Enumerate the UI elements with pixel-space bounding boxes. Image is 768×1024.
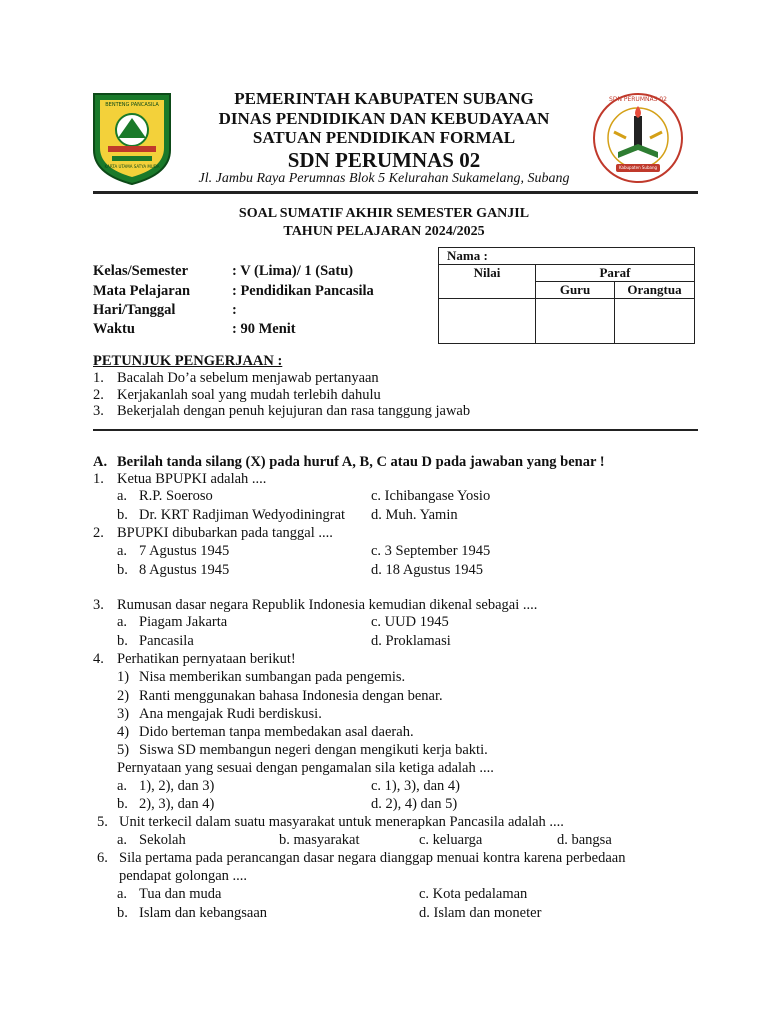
header-line2: DINAS PENDIDIKAN DAN KEBUDAYAAN	[218, 109, 550, 128]
orangtua-signature-cell[interactable]	[615, 299, 695, 344]
school-logo-text-bottom: Kabupaten Subang	[618, 165, 658, 170]
instruction-num: 3.	[93, 403, 104, 419]
option-c[interactable]: c. keluarga	[419, 832, 483, 848]
header-line3: SATUAN PENDIDIKAN FORMAL	[252, 128, 516, 147]
name-label: Nama :	[447, 248, 488, 263]
question-text-continued: pendapat golongan ....	[119, 868, 248, 884]
kelas-label: Kelas/Semester	[93, 263, 189, 279]
orangtua-header: Orangtua	[615, 282, 695, 299]
option-a[interactable]: 1), 2), dan 3)	[139, 778, 215, 794]
statement-number: 1)	[117, 669, 130, 685]
question-text: Sila pertama pada perancangan dasar negara dianggap menuai kontra karena perbedaan	[119, 850, 626, 866]
option-b[interactable]: Dr. KRT Radjiman Wedyodiningrat	[139, 507, 346, 523]
statement-text: Ana mengajak Rudi berdiskusi.	[139, 706, 322, 722]
exam-year: TAHUN PELAJARAN 2024/2025	[283, 224, 485, 239]
waktu-value: : 90 Menit	[232, 321, 296, 337]
name-field[interactable]	[439, 248, 695, 265]
option-b[interactable]: Pancasila	[139, 633, 194, 649]
question-text: Ketua BPUPKI adalah ....	[117, 471, 267, 487]
question-number: 6.	[97, 850, 108, 866]
option-label: a.	[117, 832, 128, 848]
question-text: Perhatikan pernyataan berikut!	[117, 651, 296, 667]
option-c[interactable]: c. Ichibangase Yosio	[371, 488, 491, 504]
option-b[interactable]: b. masyarakat	[279, 832, 360, 848]
school-address: Jl. Jambu Raya Perumnas Blok 5 Kelurahan Sukamelang, Subang	[198, 171, 570, 186]
statement-text: Ranti menggunakan bahasa Indonesia dengan benar.	[139, 688, 443, 704]
header-line1: PEMERINTAH KABUPATEN SUBANG	[234, 89, 534, 108]
paraf-header: Paraf	[536, 265, 695, 282]
statement-text: Nisa memberikan sumbangan pada pengemis.	[139, 669, 406, 685]
question-text: Rumusan dasar negara Republik Indonesia kemudian dikenal sebagai ....	[117, 597, 538, 613]
statement-number: 3)	[117, 706, 130, 722]
question-number: 5.	[97, 814, 108, 830]
option-label: a.	[117, 778, 128, 794]
score-box	[438, 247, 695, 344]
statement-text: Siswa SD membangun negeri dengan mengikuti kerja bakti.	[139, 742, 488, 758]
option-label: b.	[117, 507, 128, 523]
instruction-text: Bacalah Do’a sebelum menjawab pertanyaan	[117, 370, 379, 386]
option-b[interactable]: Islam dan kebangsaan	[139, 905, 268, 921]
question-number: 3.	[93, 597, 104, 613]
option-c[interactable]: c. Kota pedalaman	[419, 886, 528, 902]
option-b[interactable]: 2), 3), dan 4)	[139, 796, 215, 812]
waktu-label: Waktu	[93, 321, 135, 337]
option-a[interactable]: Piagam Jakarta	[139, 614, 228, 630]
guru-signature-cell[interactable]	[536, 299, 615, 344]
option-a[interactable]: 7 Agustus 1945	[139, 543, 230, 559]
instruction-text: Kerjakanlah soal yang mudah terlebih dahulu	[117, 387, 381, 403]
option-label: a.	[117, 614, 128, 630]
question-number: 2.	[93, 525, 104, 541]
section-a-label: A.	[93, 454, 108, 470]
option-label: b.	[117, 633, 128, 649]
section-a-title: Berilah tanda silang (X) pada huruf A, B, C atau D pada jawaban yang benar !	[117, 454, 605, 470]
option-c[interactable]: c. 3 September 1945	[371, 543, 491, 559]
kelas-value: : V (Lima)/ 1 (Satu)	[232, 263, 354, 279]
instruction-text: Bekerjalah dengan penuh kejujuran dan rasa tanggung jawab	[117, 403, 471, 419]
option-d[interactable]: d. Proklamasi	[371, 633, 451, 649]
exam-title: SOAL SUMATIF AKHIR SEMESTER GANJIL	[238, 206, 530, 221]
instructions-divider	[93, 429, 698, 431]
option-label: b.	[117, 796, 128, 812]
option-a[interactable]: R.P. Soeroso	[139, 488, 213, 504]
instruction-num: 2.	[93, 387, 104, 403]
option-label: a.	[117, 543, 128, 559]
hari-value: :	[232, 302, 237, 318]
question-text: Unit terkecil dalam suatu masyarakat untuk menerapkan Pancasila adalah ....	[119, 814, 564, 830]
regency-logo-text-top: BENTENG PANCASILA	[105, 102, 159, 108]
guru-header: Guru	[536, 282, 615, 299]
question-number: 1.	[93, 471, 104, 487]
nilai-cell[interactable]	[439, 299, 536, 344]
option-d[interactable]: d. 2), 4) dan 5)	[371, 796, 458, 812]
nilai-header: Nilai	[439, 265, 536, 299]
instruction-num: 1.	[93, 370, 104, 386]
option-a[interactable]: Tua dan muda	[139, 886, 222, 902]
statement-number: 2)	[117, 688, 130, 704]
option-label: b.	[117, 562, 128, 578]
statement-text: Dido berteman tanpa membedakan asal daerah.	[139, 724, 414, 740]
option-label: b.	[117, 905, 128, 921]
option-d[interactable]: d. 18 Agustus 1945	[371, 562, 483, 578]
mapel-value: : Pendidikan Pancasila	[232, 283, 374, 299]
school-logo-text-top: SDN PERUMNAS 02	[609, 96, 667, 103]
question-text: BPUPKI dibubarkan pada tanggal ....	[117, 525, 333, 541]
letterhead-divider	[93, 191, 698, 194]
option-label: a.	[117, 886, 128, 902]
regency-logo-text-bottom: KARTA UTAMA SATYA MUDA	[104, 164, 160, 169]
option-c[interactable]: c. 1), 3), dan 4)	[371, 778, 460, 794]
option-b[interactable]: 8 Agustus 1945	[139, 562, 230, 578]
hari-label: Hari/Tanggal	[93, 302, 176, 318]
option-label: a.	[117, 488, 128, 504]
question-number: 4.	[93, 651, 104, 667]
option-c[interactable]: c. UUD 1945	[371, 614, 449, 630]
question-prompt: Pernyataan yang sesuai dengan pengamalan sila ketiga adalah ....	[117, 760, 494, 776]
option-d[interactable]: d. Muh. Yamin	[371, 507, 458, 523]
school-name: SDN PERUMNAS 02	[287, 148, 481, 172]
statement-number: 5)	[117, 742, 130, 758]
option-a[interactable]: Sekolah	[139, 832, 186, 848]
option-d[interactable]: d. Islam dan moneter	[419, 905, 542, 921]
mapel-label: Mata Pelajaran	[93, 283, 191, 299]
instructions-heading: PETUNJUK PENGERJAAN :	[93, 353, 283, 369]
statement-number: 4)	[117, 724, 130, 740]
option-d[interactable]: d. bangsa	[557, 832, 612, 848]
